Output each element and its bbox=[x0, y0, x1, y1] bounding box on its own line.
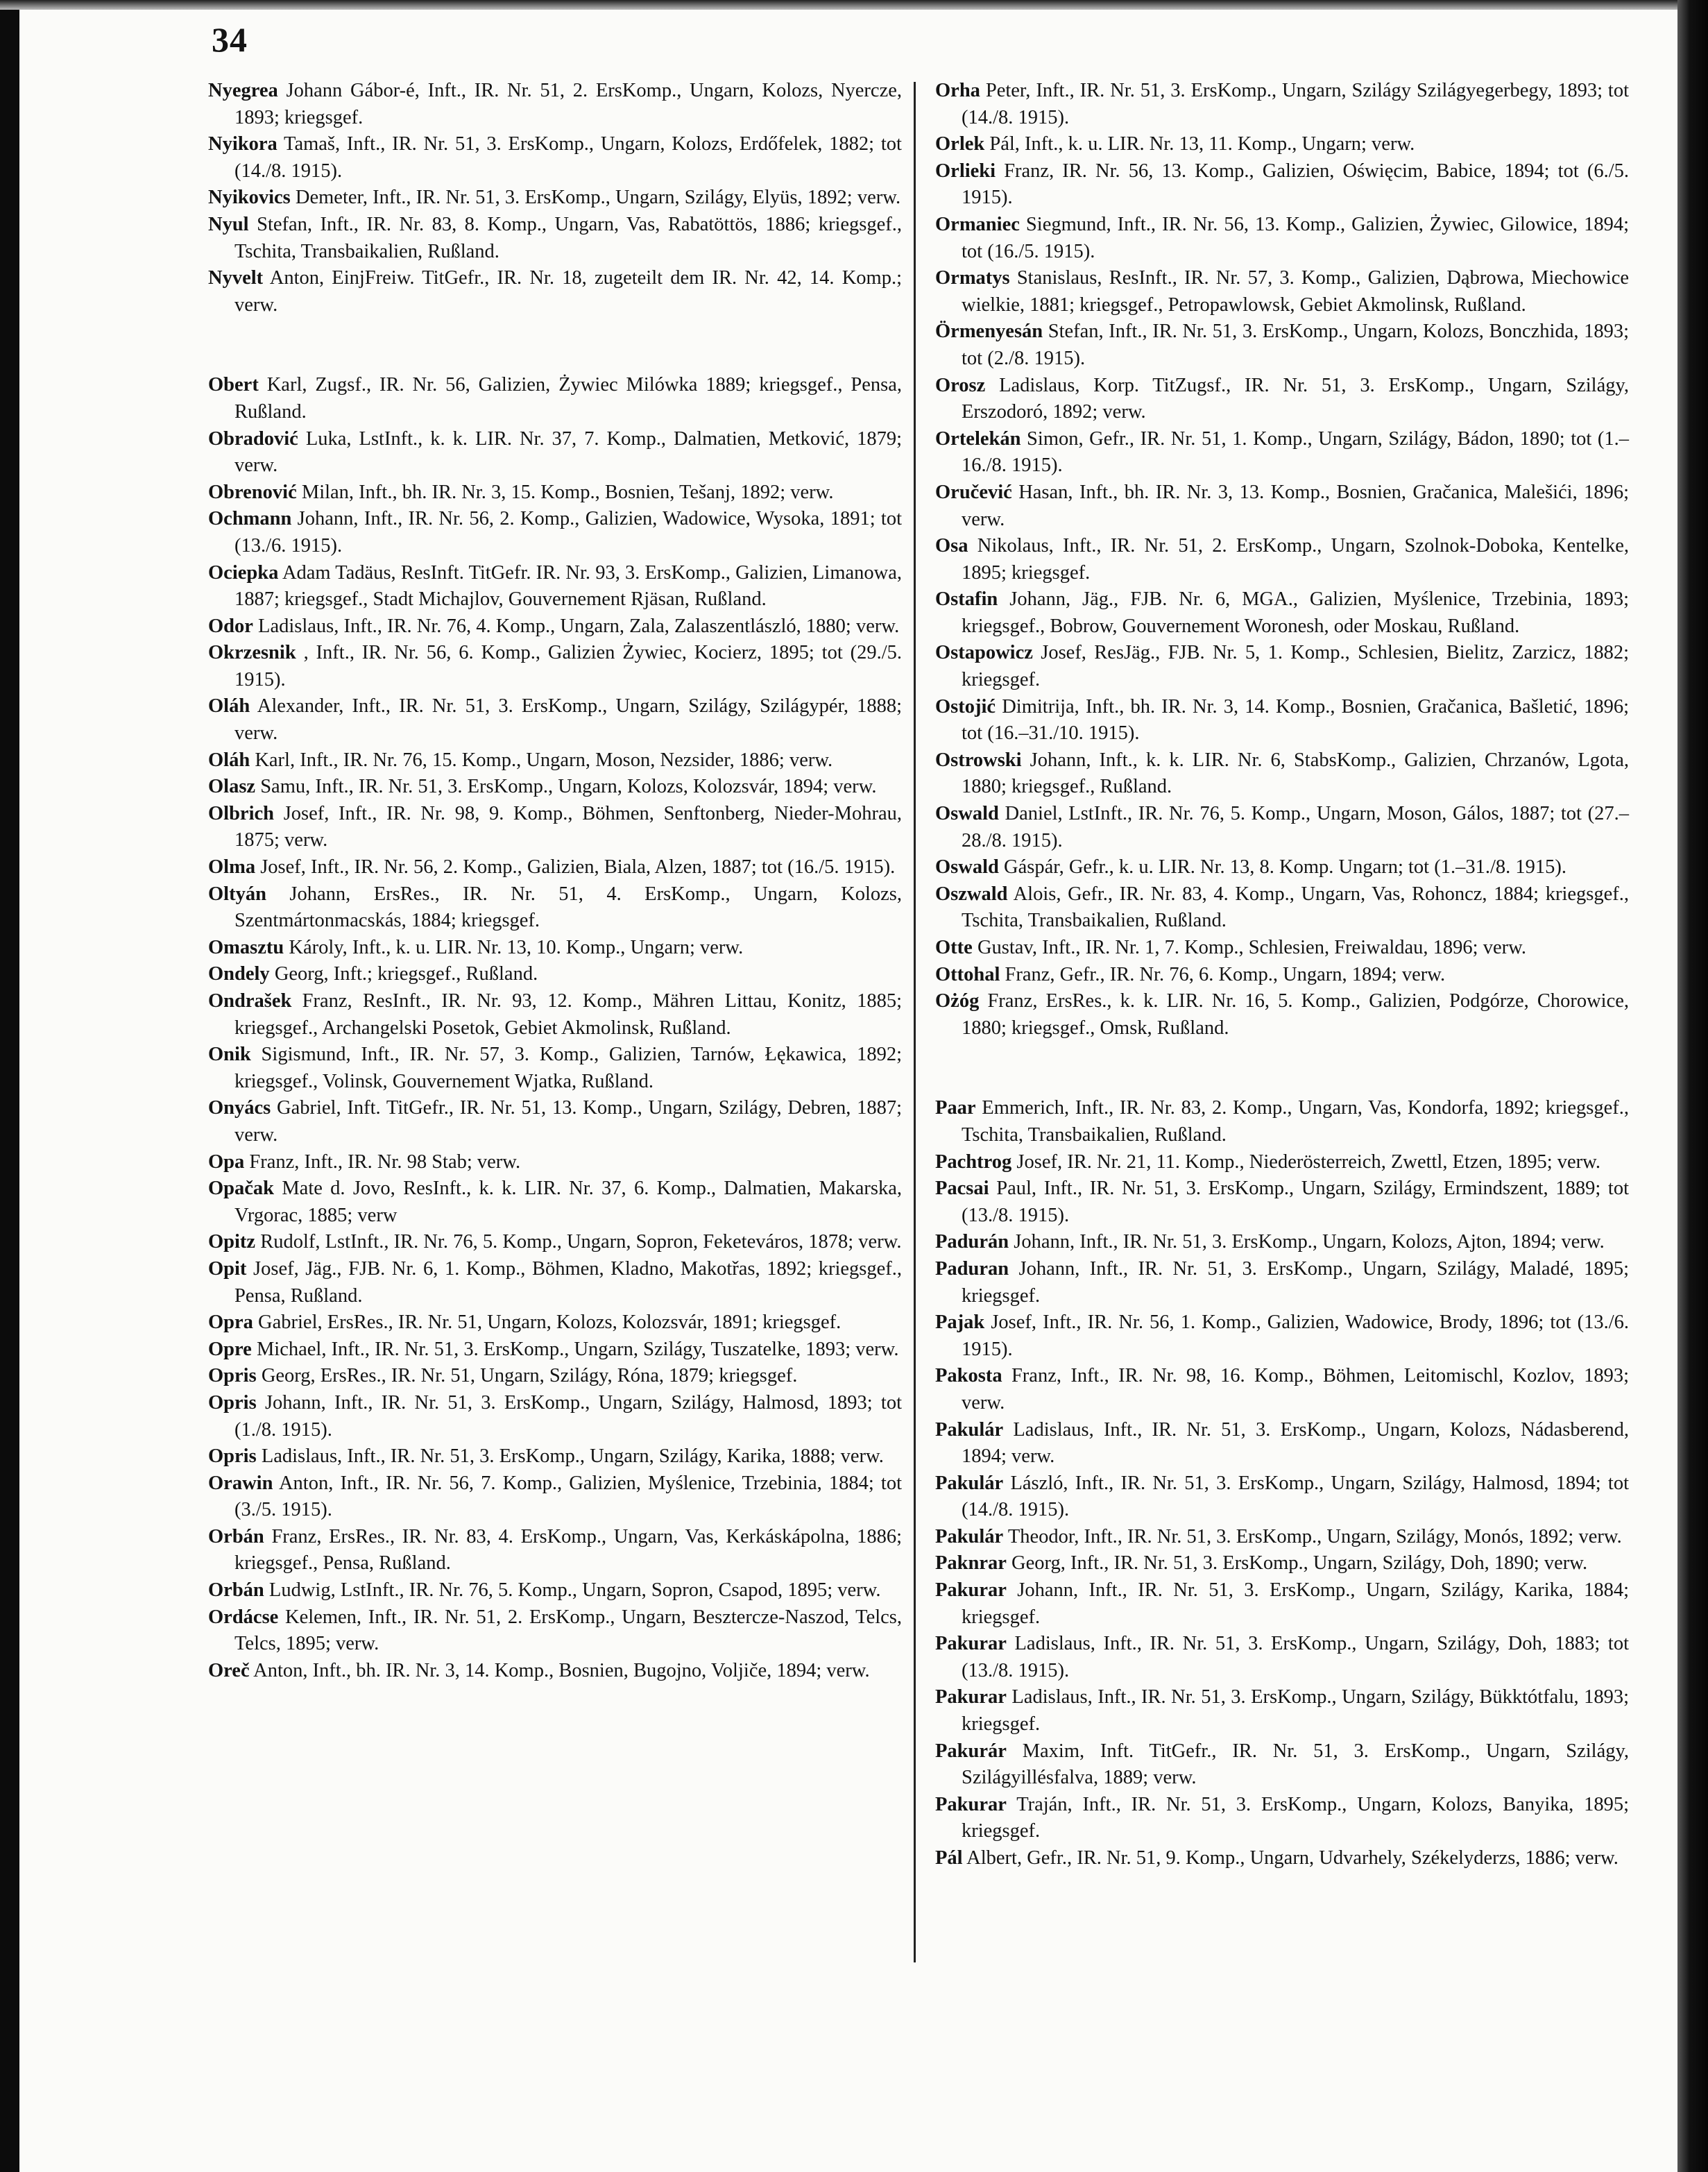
casualty-entry bbox=[935, 1684, 1629, 1738]
entry-details: Peter, Inft., IR. Nr. 51, 3. ErsKomp., Ungarn, Szilágy Szilágyegerbegy, 1893; tot (14./8. 1915). bbox=[962, 80, 1629, 128]
casualty-entry bbox=[208, 480, 902, 507]
casualty-entry bbox=[208, 185, 902, 212]
entry-details: Karl, Zugsf., IR. Nr. 56, Galizien, Żywiec Milówka 1889; kriegsgef., Pensa, Rußland. bbox=[234, 374, 902, 423]
entry-details: Károly, Inft., k. u. LIR. Nr. 13, 10. Komp., Ungarn; verw. bbox=[289, 936, 744, 958]
casualty-entry bbox=[208, 747, 902, 774]
entry-details: Johann, Inft., IR. Nr. 56, 2. Komp., Galizien, Wadowice, Wysoka, 1891; tot (13./6. 1915). bbox=[234, 508, 902, 557]
casualty-entry bbox=[208, 988, 902, 1042]
entry-details: Josef, Inft., IR. Nr. 56, 2. Komp., Galizien, Biala, Alzen, 1887; tot (16./5. 1915). bbox=[260, 856, 896, 879]
entry-details: Ludwig, LstInft., IR. Nr. 76, 5. Komp., Ungarn, Sopron, Csapod, 1895; verw. bbox=[268, 1579, 881, 1602]
entry-details: Gabriel, Inft. TitGefr., IR. Nr. 51, 13. Komp., Ungarn, Szilágy, Debren, 1887; verw. bbox=[234, 1097, 903, 1146]
entry-details: Luka, LstInft., k. k. LIR. Nr. 37, 7. Komp., Dalmatien, Metković, 1879; verw. bbox=[234, 427, 903, 477]
entry-details: Albert, Gefr., IR. Nr. 51, 9. Komp., Ungarn, Udvarhely, Székelyderzs, 1886; verw. bbox=[966, 1847, 1619, 1869]
entry-details: Johann, ErsRes., IR. Nr. 51, 4. ErsKomp., Ungarn, Kolozs, Szentmártonmacskás, 1884; kriegsgef. bbox=[234, 883, 903, 932]
casualty-entry bbox=[208, 1256, 902, 1309]
left-column bbox=[208, 78, 902, 1684]
entry-details: Josef, ResJäg., FJB. Nr. 5, 1. Komp., Schlesien, Bielitz, Zarzicz, 1882; kriegsgef. bbox=[962, 642, 1630, 691]
entry-details: Ladislaus, Inft., IR. Nr. 51, 3. ErsKomp., Ungarn, Szilágy, Doh, 1883; tot (13./8. 1915). bbox=[962, 1633, 1630, 1681]
entry-surname: Orbán bbox=[208, 1579, 264, 1602]
entry-surname: Nyul bbox=[208, 213, 249, 235]
scan-border-right bbox=[1677, 0, 1708, 2172]
entry-surname: Ostojić bbox=[935, 695, 996, 718]
entry-surname: Pajak bbox=[935, 1312, 985, 1334]
entry-details: , Inft., IR. Nr. 56, 6. Komp., Galizien Żywiec, Kocierz, 1895; tot (29./5. 1915). bbox=[234, 642, 903, 690]
entry-surname: Oltyán bbox=[208, 883, 266, 905]
entry-details: Kelemen, Inft., IR. Nr. 51, 2. ErsKomp., Ungarn, Besztercze-Naszod, Telcs, Telcs, 1895; verw. bbox=[234, 1606, 903, 1655]
entry-details: Anton, Inft., bh. IR. Nr. 3, 14. Komp., Bosnien, Bugojno, Voljiče, 1894; verw. bbox=[253, 1659, 870, 1681]
casualty-entry bbox=[208, 1658, 902, 1685]
entry-surname: Obrenović bbox=[208, 481, 297, 503]
casualty-entry bbox=[208, 613, 902, 640]
entry-surname: Osa bbox=[935, 535, 968, 557]
casualty-entry bbox=[935, 1363, 1629, 1416]
entry-details: Franz, Inft., IR. Nr. 98, 16. Komp., Böhmen, Leitomischl, Kozlov, 1893; verw. bbox=[962, 1365, 1629, 1414]
entry-details: Josef, IR. Nr. 21, 11. Komp., Niederösterreich, Zwettl, Etzen, 1895; verw. bbox=[1016, 1151, 1601, 1173]
entry-details: Dimitrija, Inft., bh. IR. Nr. 3, 14. Komp., Bosnien, Gračanica, Bašletić, 1896; tot (16.–31./10. 1915). bbox=[962, 695, 1630, 745]
entry-surname: Pakulár bbox=[935, 1472, 1004, 1494]
entry-surname: Paduran bbox=[935, 1257, 1009, 1280]
entry-surname: Onik bbox=[208, 1044, 251, 1066]
entry-surname: Ottohal bbox=[935, 963, 1000, 985]
entry-surname: Opris bbox=[208, 1391, 257, 1414]
entry-details: Alois, Gefr., IR. Nr. 83, 4. Komp., Ungarn, Vas, Rohoncz, 1884; kriegsgef., Tschita, Transbaikalien, Rußland. bbox=[962, 883, 1629, 932]
casualty-entry bbox=[208, 1577, 902, 1604]
casualty-entry bbox=[935, 1095, 1629, 1148]
column-divider bbox=[914, 82, 916, 1962]
entry-surname: Nyegrea bbox=[208, 80, 278, 101]
entry-details: Karl, Inft., IR. Nr. 76, 15. Komp., Ungarn, Moson, Nezsider, 1886; verw. bbox=[255, 749, 833, 771]
casualty-entry bbox=[935, 988, 1629, 1042]
casualty-entry bbox=[935, 1577, 1629, 1631]
casualty-entry bbox=[935, 480, 1629, 533]
casualty-entry bbox=[935, 1524, 1629, 1551]
entry-surname: Otte bbox=[935, 937, 973, 958]
entry-surname: Oreč bbox=[208, 1659, 250, 1681]
entry-details: Emmerich, Inft., IR. Nr. 83, 2. Komp., Ungarn, Vas, Kondorfa, 1892; kriegsgef., Tschita, Transbaikalien, Rußland. bbox=[962, 1097, 1629, 1146]
entry-details: Johann, Inft., IR. Nr. 51, 3. ErsKomp., Ungarn, Szilágy, Karika, 1884; kriegsgef. bbox=[962, 1579, 1629, 1628]
entry-details: Alexander, Inft., IR. Nr. 51, 3. ErsKomp., Ungarn, Szilágy, Szilágypér, 1888; verw. bbox=[234, 695, 902, 745]
casualty-entry bbox=[935, 1631, 1629, 1684]
entry-surname: Opra bbox=[208, 1312, 253, 1334]
casualty-entry bbox=[208, 1390, 902, 1443]
entry-surname: Onyács bbox=[208, 1097, 271, 1119]
entry-surname: Oláh bbox=[208, 749, 250, 771]
page-number: 34 bbox=[212, 20, 248, 59]
entry-details: Siegmund, Inft., IR. Nr. 56, 13. Komp., Galizien, Żywiec, Gilowice, 1894; tot (16./5. 1915). bbox=[962, 213, 1630, 262]
entry-surname: Ondely bbox=[208, 963, 270, 985]
entry-details: Demeter, Inft., IR. Nr. 51, 3. ErsKomp., Ungarn, Szilágy, Elyüs, 1892; verw. bbox=[295, 187, 901, 209]
entry-surname: Obert bbox=[208, 374, 259, 396]
entry-details: Mate d. Jovo, ResInft., k. k. LIR. Nr. 37, 6. Komp., Dalmatien, Makarska, Vrgorac, 1885; verw bbox=[234, 1178, 903, 1226]
casualty-entry bbox=[208, 801, 902, 854]
entry-surname: Orlieki bbox=[935, 160, 996, 182]
entry-surname: Nyikovics bbox=[208, 187, 291, 209]
casualty-entry bbox=[935, 1176, 1629, 1229]
casualty-entry bbox=[208, 212, 902, 265]
entry-details: Gáspár, Gefr., k. u. LIR. Nr. 13, 8. Komp. Ungarn; tot (1.–31./8. 1915). bbox=[1004, 856, 1566, 879]
casualty-entry bbox=[208, 131, 902, 185]
entry-details: Stanislaus, ResInft., IR. Nr. 57, 3. Komp., Galizien, Dąbrowa, Miechowice wielkie, 1881; kriegsgef., Petropawlowsk, Gebiet Akmolinsk, Rußland. bbox=[962, 267, 1629, 316]
entry-surname: Pachtrog bbox=[935, 1151, 1012, 1173]
casualty-entry bbox=[935, 319, 1629, 372]
entry-details: Johann, Inft., IR. Nr. 51, 3. ErsKomp., Ungarn, Szilágy, Halmosd, 1893; tot (1./8. 1915). bbox=[234, 1391, 903, 1441]
entry-surname: Nyvelt bbox=[208, 267, 264, 289]
entry-surname: Pakosta bbox=[935, 1365, 1002, 1387]
entry-surname: Pál bbox=[935, 1847, 963, 1869]
casualty-entry bbox=[208, 961, 902, 988]
casualty-entry bbox=[935, 640, 1629, 693]
casualty-entry bbox=[935, 935, 1629, 962]
entry-surname: Orha bbox=[935, 80, 980, 101]
entry-surname: Orbán bbox=[208, 1525, 264, 1547]
casualty-entry bbox=[208, 854, 902, 881]
casualty-entry bbox=[935, 586, 1629, 640]
entry-surname: Pakurar bbox=[935, 1633, 1007, 1655]
casualty-entry bbox=[935, 854, 1629, 881]
casualty-entry bbox=[935, 1845, 1629, 1872]
casualty-entry bbox=[935, 1256, 1629, 1309]
casualty-entry bbox=[935, 747, 1629, 801]
entry-surname: Pakulár bbox=[935, 1418, 1004, 1441]
casualty-entry bbox=[935, 1149, 1629, 1176]
entry-details: László, Inft., IR. Nr. 51, 3. ErsKomp., Ungarn, Szilágy, Halmosd, 1894; tot (14./8. 1915). bbox=[962, 1472, 1629, 1521]
casualty-entry bbox=[935, 1470, 1629, 1524]
entry-details: Traján, Inft., IR. Nr. 51, 3. ErsKomp., Ungarn, Kolozs, Banyika, 1895; kriegsgef. bbox=[962, 1793, 1629, 1842]
entry-details: Stefan, Inft., IR. Nr. 51, 3. ErsKomp., Ungarn, Kolozs, Bonczhida, 1893; tot (2./8. 1915). bbox=[962, 321, 1630, 369]
entry-details: Georg, Inft., IR. Nr. 51, 3. ErsKomp., Ungarn, Szilágy, Doh, 1890; verw. bbox=[1011, 1552, 1588, 1575]
entry-surname: Ostafin bbox=[935, 588, 998, 611]
entry-details: Theodor, Inft., IR. Nr. 51, 3. ErsKomp., Ungarn, Szilágy, Monós, 1892; verw. bbox=[1007, 1525, 1622, 1547]
entry-surname: Ożóg bbox=[935, 990, 980, 1012]
entry-surname: Ochmann bbox=[208, 508, 292, 530]
casualty-entry bbox=[208, 1363, 902, 1390]
entry-details: Ladislaus, Inft., IR. Nr. 76, 4. Komp., Ungarn, Zala, Zalaszentlászló, 1880; verw. bbox=[258, 615, 900, 637]
entry-surname: Opačak bbox=[208, 1178, 275, 1200]
entry-details: Johann, Jäg., FJB. Nr. 6, MGA., Galizien, Myślenice, Trzebinia, 1893; kriegsgef., Bobrow, Gouvernement Woronesh, oder Moskau, Rußland. bbox=[962, 588, 1630, 637]
entry-surname: Örmenyesán bbox=[935, 321, 1043, 343]
casualty-entry bbox=[208, 1470, 902, 1524]
entry-surname: Olma bbox=[208, 856, 256, 879]
entry-details: Franz, ErsRes., IR. Nr. 83, 4. ErsKomp., Ungarn, Vas, Kerkáskápolna, 1886; kriegsgef., Pensa, Rußland. bbox=[234, 1525, 903, 1575]
casualty-entry bbox=[208, 640, 902, 693]
casualty-entry bbox=[935, 801, 1629, 854]
casualty-entry bbox=[208, 1524, 902, 1577]
entry-details: Sigismund, Inft., IR. Nr. 57, 3. Komp., Galizien, Tarnów, Łękawica, 1892; kriegsgef., Volinsk, Gouvernement Wjatka, Rußland. bbox=[234, 1044, 903, 1092]
entry-surname: Oručević bbox=[935, 481, 1012, 503]
entry-details: Paul, Inft., IR. Nr. 51, 3. ErsKomp., Ungarn, Szilágy, Ermindszent, 1889; tot (13./8. 1915). bbox=[962, 1178, 1630, 1226]
casualty-entry bbox=[208, 774, 902, 801]
entry-surname: Orlek bbox=[935, 133, 985, 155]
entry-surname: Ormatys bbox=[935, 267, 1010, 289]
casualty-entry bbox=[935, 265, 1629, 319]
entry-surname: Paar bbox=[935, 1097, 976, 1119]
casualty-entry bbox=[208, 1176, 902, 1229]
casualty-entry bbox=[208, 506, 902, 559]
entry-details: Franz, Gefr., IR. Nr. 76, 6. Komp., Ungarn, 1894; verw. bbox=[1005, 963, 1446, 985]
entry-details: Samu, Inft., IR. Nr. 51, 3. ErsKomp., Ungarn, Kolozs, Kolozsvár, 1894; verw. bbox=[260, 776, 877, 798]
entry-surname: Ociepka bbox=[208, 561, 279, 584]
entry-details: Johann, Inft., IR. Nr. 51, 3. ErsKomp., Ungarn, Szilágy, Maladé, 1895; kriegsgef. bbox=[962, 1257, 1630, 1307]
casualty-entry bbox=[208, 1604, 902, 1658]
right-column bbox=[935, 78, 1629, 1872]
entry-surname: Nyikora bbox=[208, 133, 277, 155]
entry-details: Tamaš, Inft., IR. Nr. 51, 3. ErsKomp., Ungarn, Kolozs, Erdőfelek, 1882; tot (14./8. 1915). bbox=[234, 133, 902, 182]
casualty-entry bbox=[935, 1792, 1629, 1845]
casualty-entry bbox=[935, 78, 1629, 131]
entry-details: Johann Gábor-é, Inft., IR. Nr. 51, 2. ErsKomp., Ungarn, Kolozs, Nyercze, 1893; kriegsgef. bbox=[234, 80, 902, 128]
casualty-entry bbox=[208, 1443, 902, 1470]
entry-details: Daniel, LstInft., IR. Nr. 76, 5. Komp., Ungarn, Moson, Gálos, 1887; tot (27.–28./8. 1915). bbox=[962, 803, 1630, 851]
entry-details: Franz, IR. Nr. 56, 13. Komp., Galizien, Oświęcim, Babice, 1894; tot (6./5. 1915). bbox=[962, 160, 1630, 209]
entry-details: Stefan, Inft., IR. Nr. 83, 8. Komp., Ungarn, Vas, Rabatöttös, 1886; kriegsgef., Tschita, Transbaikalien, Rußland. bbox=[234, 213, 902, 262]
entry-surname: Pakulár bbox=[935, 1525, 1004, 1547]
entry-details: Franz, ErsRes., k. k. LIR. Nr. 16, 5. Komp., Galizien, Podgórze, Chorowice, 1880; kriegsgef., Omsk, Rußland. bbox=[962, 990, 1630, 1039]
entry-surname: Okrzesnik bbox=[208, 642, 296, 664]
entry-surname: Omasztu bbox=[208, 936, 284, 958]
entry-details: Ladislaus, Inft., IR. Nr. 51, 3. ErsKomp., Ungarn, Szilágy, Karika, 1888; verw. bbox=[261, 1445, 884, 1468]
entry-details: Maxim, Inft. TitGefr., IR. Nr. 51, 3. ErsKomp., Ungarn, Szilágy, Szilágyillésfalva, 1889; verw. bbox=[962, 1740, 1629, 1789]
casualty-entry bbox=[208, 426, 902, 480]
entry-surname: Opris bbox=[208, 1365, 257, 1387]
scan-border-top bbox=[0, 0, 1708, 10]
entry-details: Pál, Inft., k. u. LIR. Nr. 13, 11. Komp., Ungarn; verw. bbox=[989, 133, 1415, 155]
entry-surname: Oszwald bbox=[935, 883, 1008, 905]
entry-details: Gustav, Inft., IR. Nr. 1, 7. Komp., Schlesien, Freiwaldau, 1896; verw. bbox=[977, 937, 1526, 958]
entry-surname: Ordácse bbox=[208, 1606, 279, 1628]
casualty-entry bbox=[208, 372, 902, 425]
entry-surname: Padurán bbox=[935, 1231, 1009, 1253]
casualty-entry bbox=[208, 265, 902, 319]
casualty-entry bbox=[208, 1337, 902, 1364]
casualty-entry bbox=[208, 1042, 902, 1095]
entry-surname: Pakurar bbox=[935, 1793, 1007, 1815]
entry-details: Simon, Gefr., IR. Nr. 51, 1. Komp., Ungarn, Szilágy, Bádon, 1890; tot (1.–16./8. 1915). bbox=[962, 427, 1629, 477]
casualty-entry bbox=[208, 1229, 902, 1256]
entry-surname: Olbrich bbox=[208, 802, 275, 824]
entry-details: Johann, Inft., k. k. LIR. Nr. 6, StabsKomp., Galizien, Chrzanów, Lgota, 1880; kriegsgef., Rußland. bbox=[962, 749, 1629, 798]
entry-surname: Oláh bbox=[208, 695, 250, 718]
entry-details: Ladislaus, Inft., IR. Nr. 51, 3. ErsKomp., Ungarn, Kolozs, Nádasberend, 1894; verw. bbox=[962, 1418, 1630, 1468]
entry-details: Ladislaus, Korp. TitZugsf., IR. Nr. 51, 3. ErsKomp., Ungarn, Szilágy, Erszodoró, 1892; verw. bbox=[962, 374, 1629, 423]
casualty-entry bbox=[935, 158, 1629, 212]
entry-surname: Opa bbox=[208, 1151, 245, 1173]
casualty-entry bbox=[208, 693, 902, 747]
casualty-entry bbox=[935, 533, 1629, 586]
entry-surname: Oswald bbox=[935, 803, 999, 825]
casualty-entry bbox=[935, 1309, 1629, 1363]
entry-surname: Pakurar bbox=[935, 1686, 1007, 1708]
entry-surname: Ostapowicz bbox=[935, 642, 1033, 664]
entry-surname: Ostrowski bbox=[935, 749, 1022, 771]
entry-surname: Pacsai bbox=[935, 1178, 989, 1200]
casualty-entry bbox=[208, 560, 902, 613]
casualty-entry bbox=[935, 881, 1629, 935]
entry-surname: Ondrašek bbox=[208, 990, 292, 1012]
casualty-entry bbox=[208, 1149, 902, 1176]
casualty-entry bbox=[208, 78, 902, 131]
casualty-entry bbox=[935, 1550, 1629, 1577]
scan-border-left bbox=[0, 0, 19, 2172]
entry-details: Milan, Inft., bh. IR. Nr. 3, 15. Komp., Bosnien, Tešanj, 1892; verw. bbox=[301, 481, 834, 503]
casualty-entry bbox=[935, 373, 1629, 426]
casualty-entry bbox=[935, 131, 1629, 158]
casualty-entry bbox=[935, 426, 1629, 480]
entry-details: Georg, ErsRes., IR. Nr. 51, Ungarn, Szilágy, Róna, 1879; kriegsgef. bbox=[261, 1365, 798, 1387]
entry-details: Franz, Inft., IR. Nr. 98 Stab; verw. bbox=[249, 1151, 521, 1173]
entry-surname: Oswald bbox=[935, 856, 999, 879]
entry-surname: Obradović bbox=[208, 427, 298, 450]
entry-details: Rudolf, LstInft., IR. Nr. 76, 5. Komp., Ungarn, Sopron, Feketeváros, 1878; verw. bbox=[260, 1231, 902, 1253]
casualty-entry bbox=[208, 1309, 902, 1337]
entry-surname: Ormaniec bbox=[935, 213, 1020, 235]
entry-surname: Paknrar bbox=[935, 1552, 1007, 1575]
entry-details: Adam Tadäus, ResInft. TitGefr. IR. Nr. 93, 3. ErsKomp., Galizien, Limanowa, 1887; kriegsgef., Stadt Michajlov, Gouvernement Rjäsan, Rußland. bbox=[234, 561, 902, 611]
entry-details: Hasan, Inft., bh. IR. Nr. 3, 13. Komp., Bosnien, Gračanica, Malešići, 1896; verw. bbox=[962, 481, 1630, 530]
casualty-entry bbox=[208, 881, 902, 935]
entry-surname: Opitz bbox=[208, 1231, 256, 1253]
entry-details: Johann, Inft., IR. Nr. 51, 3. ErsKomp., Ungarn, Kolozs, Ajton, 1894; verw. bbox=[1014, 1231, 1605, 1253]
casualty-entry bbox=[208, 1095, 902, 1148]
entry-details: Gabriel, ErsRes., IR. Nr. 51, Ungarn, Kolozs, Kolozsvár, 1891; kriegsgef. bbox=[258, 1312, 842, 1334]
entry-details: Nikolaus, Inft., IR. Nr. 51, 2. ErsKomp., Ungarn, Szolnok-Doboka, Kentelke, 1895; kriegsgef. bbox=[962, 535, 1630, 584]
entry-details: Josef, Inft., IR. Nr. 56, 1. Komp., Galizien, Wadowice, Brody, 1896; tot (13./6. 1915). bbox=[962, 1312, 1630, 1360]
entry-details: Michael, Inft., IR. Nr. 51, 3. ErsKomp., Ungarn, Szilágy, Tuszatelke, 1893; verw. bbox=[256, 1338, 899, 1360]
entry-surname: Orosz bbox=[935, 374, 986, 396]
casualty-entry bbox=[935, 962, 1629, 989]
entry-surname: Pakurár bbox=[935, 1740, 1007, 1762]
entry-surname: Ortelekán bbox=[935, 427, 1021, 450]
entry-surname: Pakurar bbox=[935, 1579, 1007, 1602]
entry-surname: Orawin bbox=[208, 1472, 273, 1494]
casualty-entry bbox=[935, 1738, 1629, 1792]
casualty-entry bbox=[935, 1229, 1629, 1256]
entry-surname: Olasz bbox=[208, 776, 256, 798]
entry-surname: Opris bbox=[208, 1445, 257, 1468]
entry-details: Anton, EinjFreiw. TitGefr., IR. Nr. 18, zugeteilt dem IR. Nr. 42, 14. Komp.; verw. bbox=[234, 267, 902, 316]
casualty-entry bbox=[208, 935, 902, 962]
entry-details: Josef, Jäg., FJB. Nr. 6, 1. Komp., Böhmen, Kladno, Makotřas, 1892; kriegsgef., Pensa, Rußland. bbox=[234, 1257, 903, 1307]
entry-details: Franz, ResInft., IR. Nr. 93, 12. Komp., Mähren Littau, Konitz, 1885; kriegsgef., Archangelski Posetok, Gebiet Akmolinsk, Rußland. bbox=[234, 990, 902, 1039]
entry-surname: Opit bbox=[208, 1257, 247, 1280]
entry-details: Ladislaus, Inft., IR. Nr. 51, 3. ErsKomp., Ungarn, Szilágy, Bükktótfalu, 1893; kriegsgef. bbox=[962, 1686, 1629, 1736]
casualty-entry bbox=[935, 694, 1629, 747]
entry-details: Georg, Inft.; kriegsgef., Rußland. bbox=[274, 963, 538, 985]
entry-surname: Odor bbox=[208, 615, 253, 637]
entry-details: Anton, Inft., IR. Nr. 56, 7. Komp., Galizien, Myślenice, Trzebinia, 1884; tot (3./5. 1915). bbox=[234, 1472, 902, 1521]
entry-details: Josef, Inft., IR. Nr. 98, 9. Komp., Böhmen, Senftonberg, Nieder-Mohrau, 1875; verw. bbox=[234, 802, 902, 851]
casualty-entry bbox=[935, 1417, 1629, 1470]
entry-surname: Opre bbox=[208, 1338, 252, 1360]
casualty-entry bbox=[935, 212, 1629, 265]
